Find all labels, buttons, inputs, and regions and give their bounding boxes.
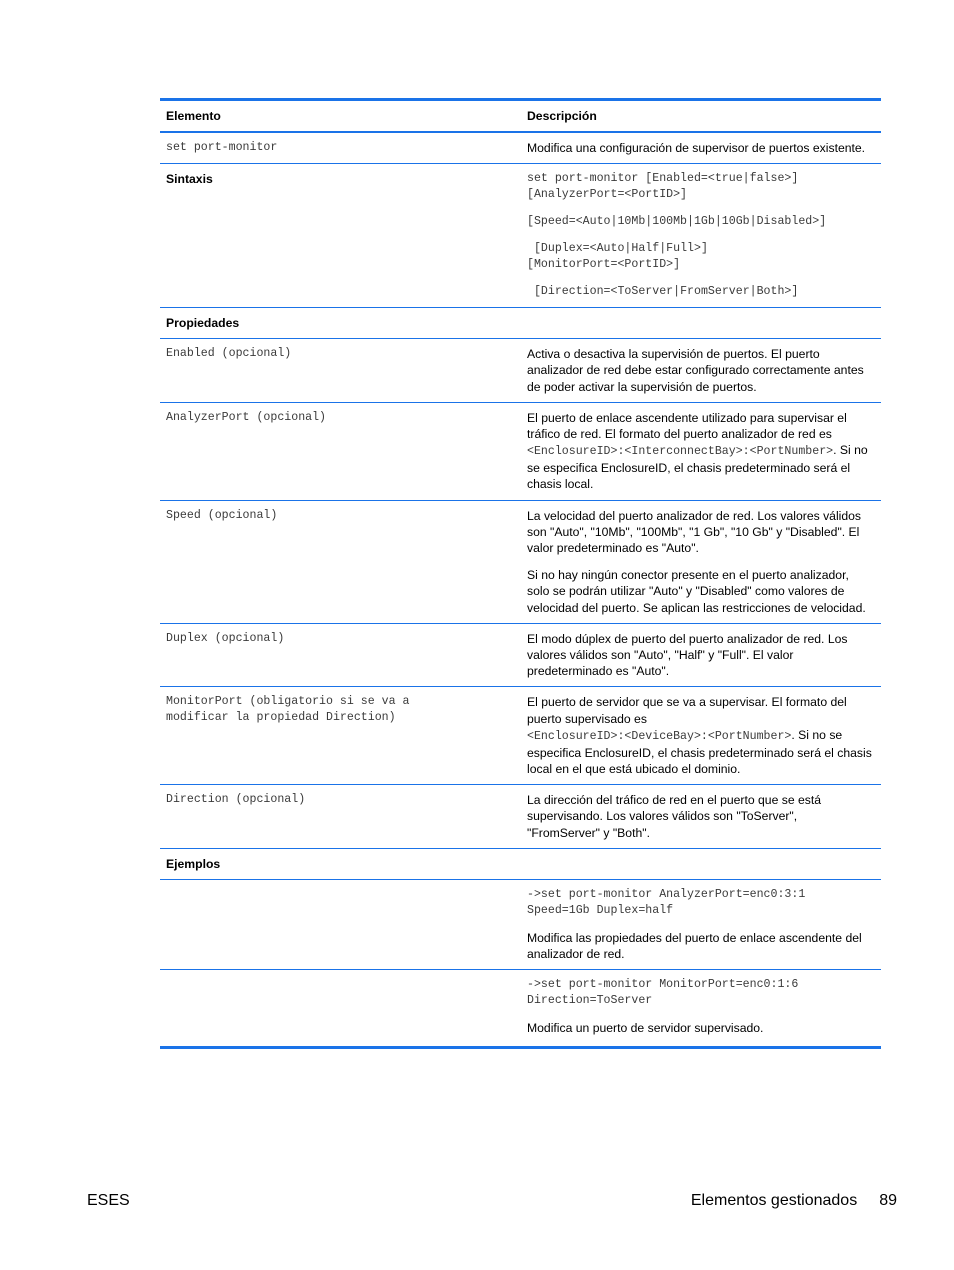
- table-row-monitorport: [160, 687, 881, 785]
- empty-cell: [521, 849, 881, 879]
- empty-cell: [521, 308, 881, 338]
- property-desc-analyzerport: [521, 403, 881, 500]
- properties-label: Propiedades: [166, 316, 240, 331]
- property-desc-monitorport: [521, 687, 881, 784]
- property-desc-direction: La dirección del tráfico de red en el puerto que se está supervisando. Los valores válidos son "ToServer", "FromServer" y "Both".: [527, 793, 822, 840]
- property-desc-enabled: Activa o desactiva la supervisión de puertos. El puerto analizador de red debe estar configurado correctamente antes de poder activar la supervisión de puertos.: [527, 347, 864, 394]
- property-name-monitorport: MonitorPort (obligatorio si se va a modificar la propiedad Direction): [166, 695, 410, 725]
- syntax-line: [Speed=<Auto|10Mb|100Mb|1Gb|10Gb|Disabled>]: [527, 215, 827, 229]
- table-row-properties-heading: [160, 308, 881, 339]
- footer-section-title: Elementos gestionados: [690, 1192, 858, 1209]
- empty-cell: [160, 880, 521, 969]
- table-row-enabled: [160, 339, 881, 403]
- table-row-analyzerport: [160, 403, 881, 501]
- property-name-enabled: Enabled (opcional): [166, 347, 292, 361]
- table-header-row: [160, 101, 881, 133]
- column-header-element: Elemento: [166, 109, 221, 123]
- table-row-command: [160, 133, 881, 164]
- example-description: Modifica las propiedades del puerto de enlace ascendente del analizador de red.: [527, 930, 862, 962]
- desc-text: El puerto de servidor que se va a supervisar. El formato del puerto supervisado es: [527, 695, 847, 726]
- property-desc-duplex: El modo dúplex de puerto del puerto analizador de red. Los valores válidos son "Auto", "Half" y "Full". El valor predeterminado es "Auto".: [527, 631, 848, 679]
- property-name-direction: Direction (opcional): [166, 793, 306, 807]
- table-row-duplex: [160, 624, 881, 688]
- property-name-speed: Speed (opcional): [166, 508, 278, 522]
- table-row-example: [160, 880, 881, 970]
- desc-paragraph: Si no hay ningún conector presente en el puerto analizador, solo se podrán utilizar "Auto" y "Disabled" como valores de velocidad del puerto. Se aplican las restricciones de velocidad.: [527, 568, 866, 615]
- format-code: <EnclosureID>:<DeviceBay>:<PortNumber>: [527, 729, 792, 743]
- footer-page-info: [691, 1192, 897, 1210]
- table-row-syntax: [160, 164, 881, 308]
- page-number: 89: [879, 1192, 897, 1209]
- column-header-description: Descripción: [527, 109, 597, 123]
- syntax-line: [Direction=<ToServer|FromServer|Both>]: [527, 285, 799, 299]
- footer-locale: ESES: [87, 1192, 130, 1209]
- property-name-duplex: Duplex (opcional): [166, 631, 285, 645]
- format-code: <EnclosureID>:<InterconnectBay>:<PortNumber>: [527, 445, 834, 459]
- property-name-analyzerport: AnalyzerPort (opcional): [166, 410, 327, 424]
- property-desc-speed: [521, 501, 881, 623]
- desc-text: . Si no se especifica EnclosureID, el chasis predeterminado será el chasis local.: [527, 443, 868, 492]
- empty-cell: [160, 970, 521, 1046]
- parameters-table: [160, 98, 881, 1049]
- example-cell: [521, 970, 881, 1046]
- desc-text: . Si no se especifica EnclosureID, el chasis predeterminado será el chasis local en el que está ubicado el dominio.: [527, 727, 872, 777]
- table-row-speed: [160, 501, 881, 624]
- example-cell: [521, 880, 881, 969]
- examples-label: Ejemplos: [166, 856, 221, 871]
- syntax-line: set port-monitor [Enabled=<true|false>] [AnalyzerPort=<PortID>]: [527, 172, 799, 202]
- syntax-block: [521, 164, 881, 307]
- command-description: Modifica una configuración de supervisor de puertos existente.: [527, 141, 866, 155]
- table-row-example: [160, 970, 881, 1046]
- example-code: ->set port-monitor AnalyzerPort=enc0:3:1 Speed=1Gb Duplex=half: [527, 887, 806, 917]
- desc-paragraph: La velocidad del puerto analizador de red. Los valores válidos son "Auto", "10Mb", "100Mb", "1 Gb", "10 Gb" y "Disabled". El valor predeterminado es "Auto".: [527, 508, 862, 556]
- command-name: set port-monitor: [166, 141, 278, 154]
- table-row-examples-heading: [160, 849, 881, 880]
- desc-text: El puerto de enlace ascendente utilizado para supervisar el tráfico de red. El formato del puerto analizador de red es: [527, 410, 847, 442]
- example-code: ->set port-monitor MonitorPort=enc0:1:6 Direction=ToServer: [527, 978, 799, 1008]
- syntax-label: Sintaxis: [166, 172, 213, 187]
- example-description: Modifica un puerto de servidor supervisado.: [527, 1021, 764, 1036]
- syntax-line: [Duplex=<Auto|Half|Full>] [MonitorPort=<PortID>]: [527, 242, 708, 272]
- table-row-direction: [160, 785, 881, 849]
